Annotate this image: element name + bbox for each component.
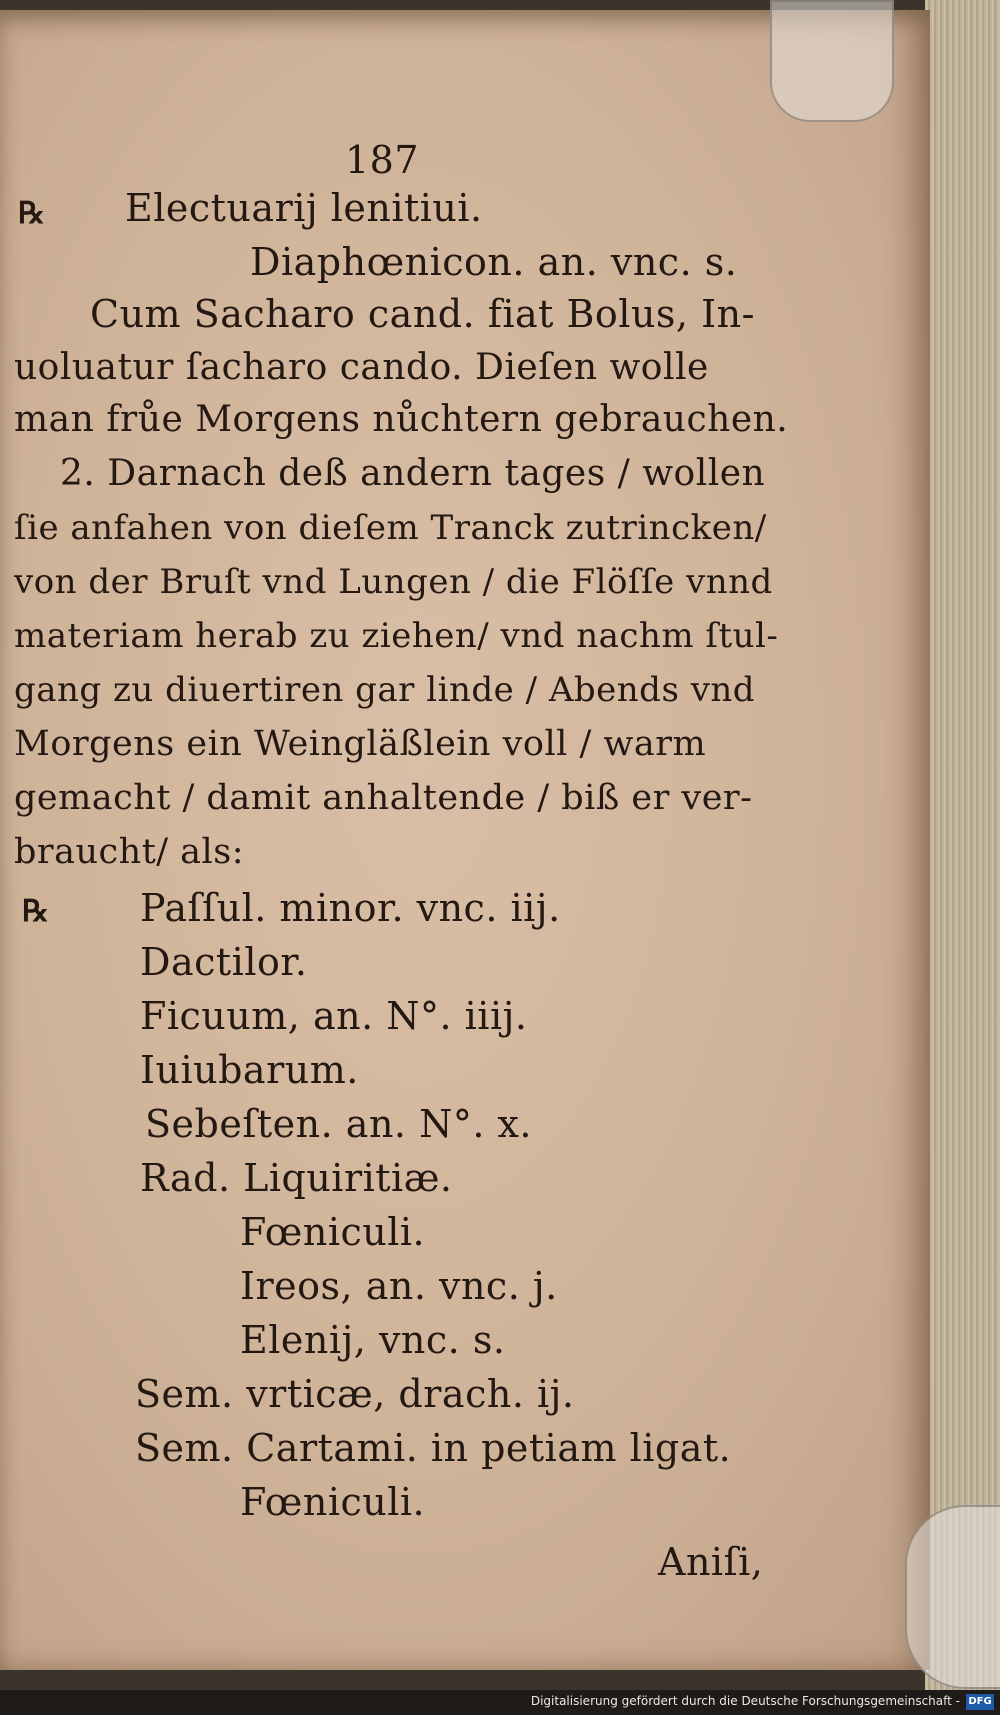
text-line: Iuiubarum. (140, 1048, 359, 1092)
text-line: materiam herab zu ziehen/ vnd nachm ſtul- (14, 616, 779, 656)
text-line: von der Bruſt vnd Lungen / die Flöſſe vnnd (14, 562, 773, 602)
text-line: Cum Sacharo cand. fiat Bolus, In- (90, 292, 755, 336)
recipe-symbol: ℞ (22, 894, 50, 929)
recipe-symbol: ℞ (18, 196, 46, 231)
text-line: Ireos, an. vnc. j. (240, 1264, 558, 1308)
text-line: Dactilor. (140, 940, 308, 984)
text-line: Ficuum, an. N°. iiij. (140, 994, 528, 1038)
text-line: 2. Darnach deß andern tages / wollen (60, 453, 766, 494)
text-line: ſie anfahen von dieſem Tranck zutrincken/ (14, 508, 767, 548)
text-line: gemacht / damit anhaltende / biß er ver- (14, 778, 753, 818)
page-edge (925, 0, 1000, 1690)
digitization-footer (0, 1690, 1000, 1715)
text-line: Diaphœnicon. an. vnc. s. (250, 240, 738, 284)
text-line: Fœniculi. (240, 1480, 426, 1524)
text-line: Sem. Cartami. in petiam ligat. (135, 1426, 732, 1470)
text-line: braucht/ als: (14, 832, 244, 872)
text-line: Sem. vrticæ, drach. ij. (135, 1372, 575, 1416)
dfg-logo: DFG (966, 1694, 994, 1710)
text-line: Electuarij lenitiui. (125, 186, 483, 230)
text-line: Elenij, vnc. s. (240, 1318, 506, 1362)
catchword: Aniſi, (658, 1540, 764, 1584)
text-line: Sebeſten. an. N°. x. (145, 1102, 532, 1146)
text-line: Fœniculi. (240, 1210, 426, 1254)
text-line: uoluatur ſacharo cando. Dieſen wolle (14, 347, 709, 388)
text-line: man frůe Morgens nůchtern gebrauchen. (14, 399, 789, 440)
text-line: Rad. Liquiritiæ. (140, 1156, 453, 1200)
text-line: Morgens ein Weingläßlein voll / warm (14, 724, 707, 764)
text-line: Paſſul. minor. vnc. iij. (140, 886, 561, 930)
text-line: gang zu diuertiren gar linde / Abends vnd (14, 670, 756, 710)
page-number: 187 (345, 138, 420, 182)
funding-credit: Digitalisierung gefördert durch die Deutsche Forschungsgemeinschaft - (530, 1694, 960, 1708)
